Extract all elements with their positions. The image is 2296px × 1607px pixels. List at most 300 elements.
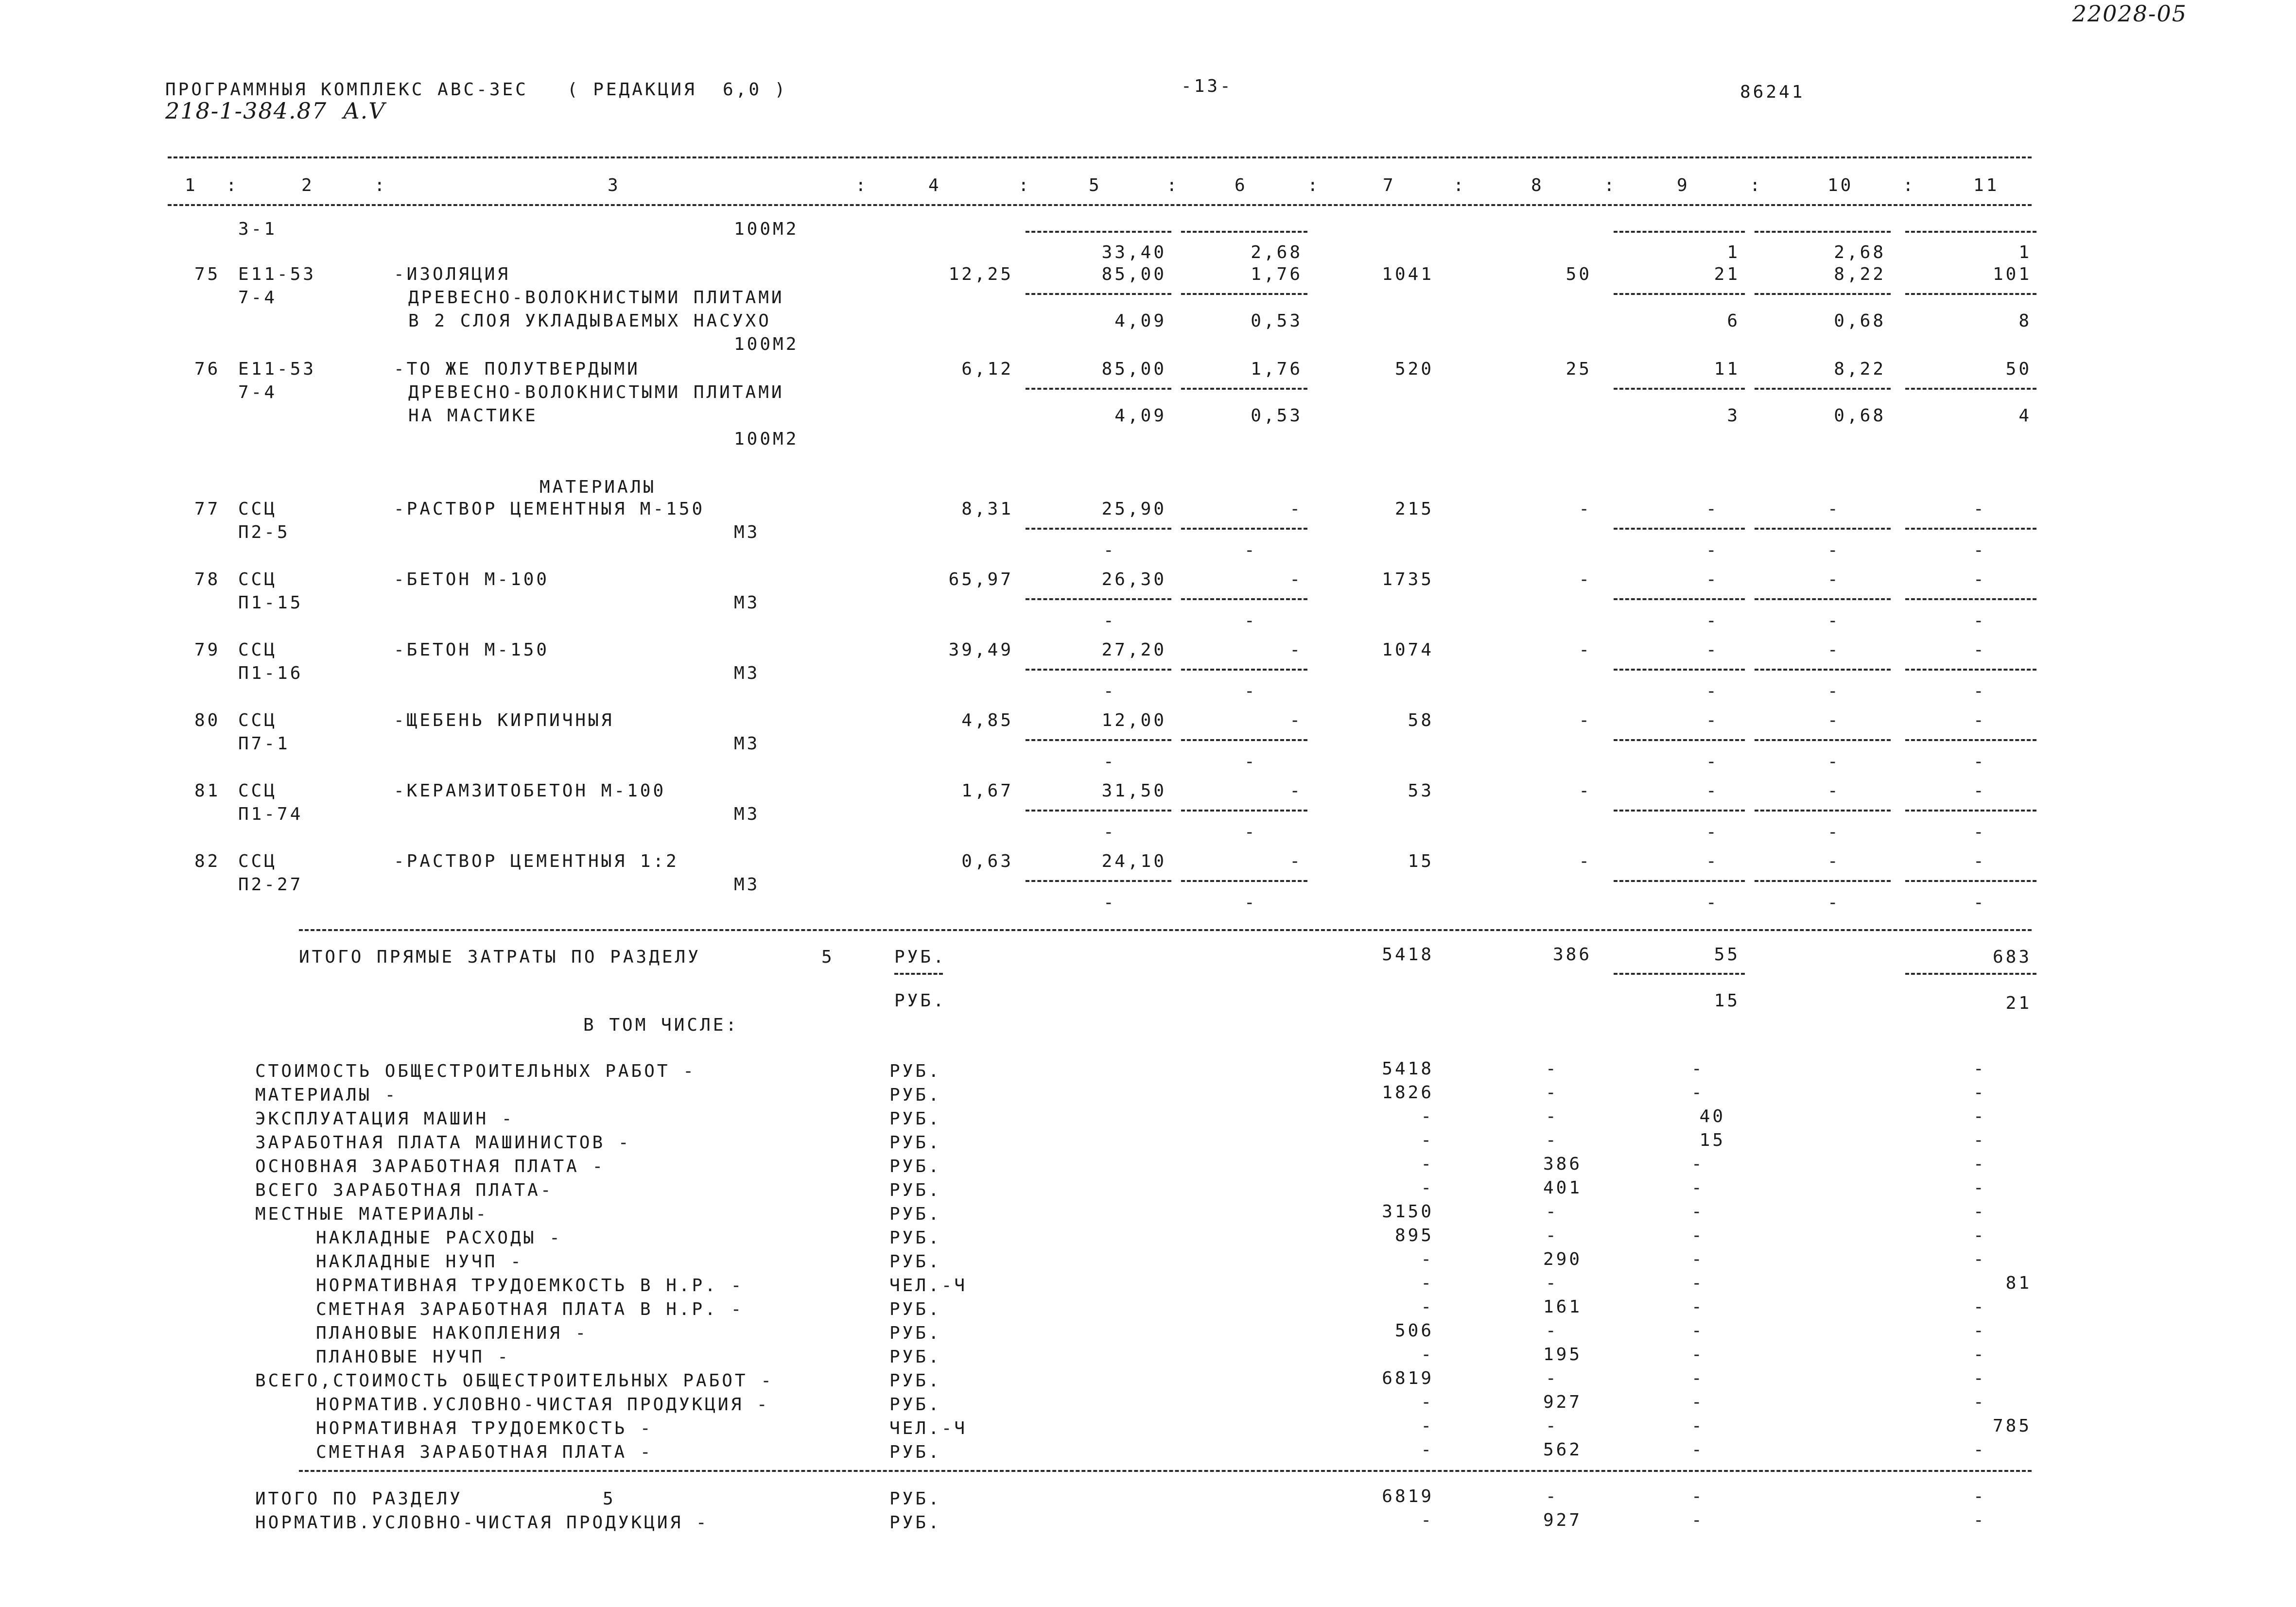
- sub-rule: [1905, 528, 2036, 530]
- row-description: -РАСТВОР ЦЕМЕНТНЫЯ М-150: [394, 499, 705, 519]
- summary-c8: -: [1546, 1059, 1559, 1079]
- cell-c11: 50: [2005, 359, 2032, 379]
- archive-stamp: 22028-05: [2072, 0, 2187, 27]
- row-description: -ТО ЖЕ ПОЛУТВЕРДЫМИ: [394, 359, 640, 379]
- summary-label: МАТЕРИАЛЫ -: [255, 1085, 398, 1105]
- sub-rule: [1905, 973, 2036, 975]
- summary-label: ВСЕГО,СТОИМОСТЬ ОБЩЕСТРОИТЕЛЬНЫХ РАБОТ -: [255, 1371, 774, 1391]
- summary-label: ПЛАНОВЫЕ НАКОПЛЕНИЯ -: [316, 1323, 589, 1343]
- summary-c8: 562: [1543, 1440, 1582, 1460]
- row-unit: М3: [734, 734, 760, 754]
- cell-c10: -: [1827, 752, 1841, 772]
- summary-unit: РУБ.: [889, 1442, 941, 1462]
- cell-c9: -: [1706, 681, 1719, 701]
- sub-rule: [1026, 810, 1171, 812]
- column-header: 8: [1531, 175, 1544, 195]
- final-unit: РУБ.: [889, 1489, 941, 1509]
- column-header: 7: [1383, 175, 1396, 195]
- cell-c9: -: [1706, 781, 1719, 801]
- summary-c11: -: [1973, 1321, 1986, 1341]
- cell-c5: 4,09: [1114, 311, 1166, 331]
- sub-rule: [1026, 880, 1171, 882]
- summary-c11: -: [1973, 1297, 1986, 1317]
- final-c8: -: [1546, 1486, 1559, 1506]
- summary-c7: -: [1421, 1130, 1434, 1150]
- final-c9: -: [1691, 1486, 1705, 1506]
- sub-rule: [1755, 528, 1891, 530]
- row-unit: М3: [734, 593, 760, 613]
- totals-c7: 5418: [1382, 945, 1434, 965]
- summary-c8: 161: [1543, 1297, 1582, 1317]
- summary-c7: -: [1421, 1345, 1434, 1365]
- cell-c11: -: [1973, 822, 1986, 842]
- summary-c8: 195: [1543, 1345, 1582, 1365]
- summary-c11: 785: [1992, 1416, 2032, 1436]
- sub-rule: [1614, 293, 1745, 295]
- summary-c9: -: [1691, 1226, 1705, 1245]
- sub-rule: [1905, 388, 2036, 390]
- cell-c9: -: [1706, 611, 1719, 631]
- summary-label: НАКЛАДНЫЕ НУЧП -: [316, 1252, 523, 1272]
- cell-c8: 25: [1565, 359, 1592, 379]
- sub-rule: [1026, 388, 1171, 390]
- cell-c6: -: [1289, 851, 1303, 871]
- cell-c6: -: [1244, 611, 1257, 631]
- sub-rule: [1026, 598, 1171, 600]
- final-label: ИТОГО ПО РАЗДЕЛУ: [255, 1489, 463, 1509]
- summary-c8: -: [1546, 1130, 1559, 1150]
- summary-label: НОРМАТИВНАЯ ТРУДОЕМКОСТЬ -: [316, 1418, 653, 1438]
- cell-c5: -: [1103, 540, 1116, 560]
- cell-c6: 0,53: [1251, 406, 1303, 426]
- row-code-sub: П2-5: [238, 522, 290, 542]
- cell-c9: -: [1706, 710, 1719, 730]
- summary-c7: -: [1421, 1440, 1434, 1460]
- row-code: Е11-53: [238, 264, 316, 284]
- cell-c4: 0,63: [961, 851, 1013, 871]
- summary-unit: РУБ.: [889, 1299, 941, 1319]
- cell-c5: -: [1103, 893, 1116, 913]
- row-unit: 100М2: [734, 219, 799, 239]
- cell-c10: -: [1827, 710, 1841, 730]
- cell-c7: 15: [1408, 851, 1434, 871]
- document-number: 86241: [1740, 82, 1805, 102]
- sub-rule: [1614, 231, 1745, 233]
- summary-label: СМЕТНАЯ ЗАРАБОТНАЯ ПЛАТА В Н.Р. -: [316, 1299, 744, 1319]
- column-separator: :: [374, 175, 387, 195]
- sub-rule: [1905, 293, 2036, 295]
- summary-unit: РУБ.: [889, 1395, 941, 1415]
- summary-c7: -: [1421, 1249, 1434, 1269]
- row-unit: М3: [734, 663, 760, 683]
- summary-c8: -: [1546, 1273, 1559, 1293]
- column-separator: :: [1750, 175, 1763, 195]
- summary-c9: -: [1691, 1273, 1705, 1293]
- cell-c11: 1: [2018, 242, 2032, 262]
- summary-c8: 290: [1543, 1249, 1582, 1269]
- cell-c9: 11: [1714, 359, 1740, 379]
- cell-c5: -: [1103, 752, 1116, 772]
- summary-unit: РУБ.: [889, 1347, 941, 1367]
- cell-c11: -: [1973, 540, 1986, 560]
- cell-c7: 520: [1394, 359, 1434, 379]
- summary-c9: -: [1691, 1154, 1705, 1174]
- summary-unit: РУБ.: [889, 1133, 941, 1153]
- sub-rule: [1181, 880, 1307, 882]
- summary-c9: -: [1691, 1440, 1705, 1460]
- summary-c11: -: [1973, 1249, 1986, 1269]
- row-unit: М3: [734, 522, 760, 542]
- sub-rule: [1905, 739, 2036, 741]
- cell-c11: -: [1973, 851, 1986, 871]
- totals-unit: РУБ.: [894, 991, 946, 1011]
- row-code: 3-1: [238, 219, 278, 239]
- summary-label: НОРМАТИВНАЯ ТРУДОЕМКОСТЬ В Н.Р. -: [316, 1276, 744, 1296]
- summary-unit: РУБ.: [889, 1252, 941, 1272]
- row-code-sub: П1-16: [238, 663, 303, 683]
- cell-c4: 65,97: [948, 570, 1013, 589]
- summary-label: ЭКСПЛУАТАЦИЯ МАШИН -: [255, 1109, 515, 1129]
- cell-c6: -: [1289, 781, 1303, 801]
- row-number: 75: [194, 264, 221, 284]
- column-header: 4: [928, 175, 941, 195]
- cell-c6: -: [1289, 499, 1303, 519]
- cell-c9: 1: [1727, 242, 1740, 262]
- summary-c8: 386: [1543, 1154, 1582, 1174]
- summary-unit: РУБ.: [889, 1157, 941, 1176]
- cell-c4: 8,31: [961, 499, 1013, 519]
- summary-c7: 1826: [1382, 1083, 1434, 1103]
- summary-label: НОРМАТИВ.УСЛОВНО-ЧИСТАЯ ПРОДУКЦИЯ -: [316, 1395, 770, 1415]
- summary-c7: 506: [1394, 1321, 1434, 1341]
- summary-label: НАКЛАДНЫЕ РАСХОДЫ -: [316, 1228, 562, 1248]
- summary-unit: РУБ.: [889, 1323, 941, 1343]
- sub-rule: [1181, 598, 1307, 600]
- cell-c6: -: [1289, 640, 1303, 660]
- summary-c9: -: [1691, 1368, 1705, 1388]
- sub-rule: [1614, 739, 1745, 741]
- totals-unit: РУБ.: [894, 947, 946, 967]
- cell-c11: -: [1973, 781, 1986, 801]
- cell-c10: -: [1827, 640, 1841, 660]
- row-description: -ИЗОЛЯЦИЯ: [394, 264, 511, 284]
- row-description: ДРЕВЕСНО-ВОЛОКНИСТЫМИ ПЛИТАМИ: [408, 382, 784, 402]
- final-section: 5: [603, 1489, 616, 1509]
- summary-c11: 81: [2005, 1273, 2032, 1293]
- summary-c9: 40: [1699, 1106, 1725, 1126]
- row-number: 77: [194, 499, 221, 519]
- cell-c7: 58: [1408, 710, 1434, 730]
- cell-c4: 6,12: [961, 359, 1013, 379]
- column-header: 2: [301, 175, 314, 195]
- cell-c10: -: [1827, 822, 1841, 842]
- summary-c11: -: [1973, 1154, 1986, 1174]
- final-c9: -: [1691, 1510, 1705, 1530]
- row-description: -БЕТОН М-150: [394, 640, 550, 660]
- section-heading: МАТЕРИАЛЫ: [539, 477, 657, 497]
- cell-c6: -: [1289, 570, 1303, 589]
- cell-c8: -: [1579, 499, 1592, 519]
- cell-c11: -: [1973, 893, 1986, 913]
- summary-c8: -: [1546, 1416, 1559, 1436]
- row-unit: 100М2: [734, 429, 799, 449]
- summary-c7: 3150: [1382, 1202, 1434, 1222]
- summary-c9: -: [1691, 1416, 1705, 1436]
- cell-c6: -: [1244, 540, 1257, 560]
- sub-rule: [1026, 528, 1171, 530]
- cell-c5: 4,09: [1114, 406, 1166, 426]
- sub-rule: [1614, 388, 1745, 390]
- row-unit: М3: [734, 875, 760, 895]
- cell-c11: 101: [1992, 264, 2032, 284]
- cell-c9: -: [1706, 851, 1719, 871]
- row-code-sub: П1-15: [238, 593, 303, 613]
- cell-c8: -: [1579, 570, 1592, 589]
- summary-c9: -: [1691, 1059, 1705, 1079]
- cell-c10: -: [1827, 611, 1841, 631]
- row-code: Е11-53: [238, 359, 316, 379]
- summary-c9: -: [1691, 1321, 1705, 1341]
- sub-rule: [894, 973, 943, 975]
- summary-unit: РУБ.: [889, 1109, 941, 1129]
- summary-c7: -: [1421, 1392, 1434, 1412]
- cell-c11: -: [1973, 611, 1986, 631]
- column-separator: :: [855, 175, 869, 195]
- row-number: 78: [194, 570, 221, 589]
- sub-rule: [1181, 293, 1307, 295]
- row-number: 81: [194, 781, 221, 801]
- totals-section: 5: [821, 947, 835, 967]
- column-header: 10: [1827, 175, 1854, 195]
- totals-c11: 683: [1992, 947, 2032, 967]
- row-description: ДРЕВЕСНО-ВОЛОКНИСТЫМИ ПЛИТАМИ: [408, 288, 784, 308]
- summary-label: ОСНОВНАЯ ЗАРАБОТНАЯ ПЛАТА -: [255, 1157, 606, 1176]
- sub-rule: [1026, 669, 1171, 671]
- sub-rule: [1755, 669, 1891, 671]
- cell-c4: 1,67: [961, 781, 1013, 801]
- header-bottom-rule: [168, 204, 2032, 206]
- cell-c4: 12,25: [948, 264, 1013, 284]
- cell-c11: -: [1973, 570, 1986, 589]
- summary-c11: -: [1973, 1106, 1986, 1126]
- summary-c9: -: [1691, 1083, 1705, 1103]
- cell-c6: -: [1244, 681, 1257, 701]
- sub-rule: [1755, 739, 1891, 741]
- cell-c5: -: [1103, 611, 1116, 631]
- summary-unit: РУБ.: [889, 1180, 941, 1200]
- sub-rule: [1181, 231, 1307, 233]
- cell-c9: -: [1706, 570, 1719, 589]
- cell-c6: 1,76: [1251, 264, 1303, 284]
- sub-rule: [1614, 880, 1745, 882]
- final-c7: -: [1421, 1510, 1434, 1530]
- row-code: ССЦ: [238, 640, 278, 660]
- summary-unit: РУБ.: [889, 1228, 941, 1248]
- column-separator: :: [1018, 175, 1031, 195]
- row-code-sub: П1-74: [238, 804, 303, 824]
- cell-c7: 215: [1394, 499, 1434, 519]
- summary-c11: -: [1973, 1345, 1986, 1365]
- sub-rule: [1905, 669, 2036, 671]
- column-header: 1: [185, 175, 198, 195]
- sub-rule: [1755, 810, 1891, 812]
- summary-label: ВСЕГО ЗАРАБОТНАЯ ПЛАТА-: [255, 1180, 554, 1200]
- column-header: 3: [608, 175, 621, 195]
- row-code: ССЦ: [238, 851, 278, 871]
- summary-c8: -: [1546, 1321, 1559, 1341]
- row-number: 79: [194, 640, 221, 660]
- column-separator: :: [1604, 175, 1617, 195]
- cell-c6: 1,76: [1251, 359, 1303, 379]
- summary-c7: -: [1421, 1106, 1434, 1126]
- column-separator: :: [1903, 175, 1916, 195]
- sub-rule: [1181, 669, 1307, 671]
- row-description: -БЕТОН М-100: [394, 570, 550, 589]
- column-header: 5: [1089, 175, 1102, 195]
- cell-c10: 2,68: [1834, 242, 1886, 262]
- cell-c9: -: [1706, 540, 1719, 560]
- summary-c7: -: [1421, 1416, 1434, 1436]
- row-description: В 2 СЛОЯ УКЛАДЫВАЕМЫХ НАСУХО: [408, 311, 771, 331]
- row-number: 82: [194, 851, 221, 871]
- summary-unit: РУБ.: [889, 1371, 941, 1391]
- sub-rule: [1755, 231, 1891, 233]
- totals-c11: 21: [2005, 993, 2032, 1013]
- cell-c7: 1074: [1382, 640, 1434, 660]
- sub-rule: [1181, 388, 1307, 390]
- cell-c7: 1041: [1382, 264, 1434, 284]
- final-c7: 6819: [1382, 1486, 1434, 1506]
- summary-c9: -: [1691, 1297, 1705, 1317]
- cell-c10: 0,68: [1834, 311, 1886, 331]
- cell-c11: -: [1973, 681, 1986, 701]
- row-description: -ЩЕБЕНЬ КИРПИЧНЫЯ: [394, 710, 614, 730]
- summary-label: МЕСТНЫЕ МАТЕРИАЛЫ-: [255, 1204, 489, 1224]
- column-separator: :: [1166, 175, 1180, 195]
- cell-c8: 50: [1565, 264, 1592, 284]
- cell-c6: -: [1244, 893, 1257, 913]
- cell-c6: -: [1289, 710, 1303, 730]
- cell-c4: 39,49: [948, 640, 1013, 660]
- summary-unit: ЧЕЛ.-Ч: [889, 1418, 968, 1438]
- cell-c7: 53: [1408, 781, 1434, 801]
- sub-rule: [1614, 528, 1745, 530]
- cell-c10: 0,68: [1834, 406, 1886, 426]
- cell-c5: -: [1103, 822, 1116, 842]
- summary-unit: РУБ.: [889, 1085, 941, 1105]
- row-code-sub: П7-1: [238, 734, 290, 754]
- summary-c11: -: [1973, 1202, 1986, 1222]
- column-header: 6: [1235, 175, 1248, 195]
- cell-c9: 21: [1714, 264, 1740, 284]
- cell-c5: 12,00: [1101, 710, 1166, 730]
- cell-c9: -: [1706, 893, 1719, 913]
- row-code: ССЦ: [238, 570, 278, 589]
- row-unit: М3: [734, 804, 760, 824]
- summary-c11: -: [1973, 1083, 1986, 1103]
- cell-c8: -: [1579, 851, 1592, 871]
- cell-c5: 27,20: [1101, 640, 1166, 660]
- cell-c9: -: [1706, 499, 1719, 519]
- summary-unit: РУБ.: [889, 1204, 941, 1224]
- totals-c8: 386: [1552, 945, 1592, 965]
- final-unit: РУБ.: [889, 1513, 941, 1533]
- sub-rule: [1026, 293, 1171, 295]
- summary-c11: -: [1973, 1059, 1986, 1079]
- cell-c6: -: [1244, 752, 1257, 772]
- sub-rule: [1755, 293, 1891, 295]
- column-separator: :: [1453, 175, 1466, 195]
- sub-rule: [1614, 669, 1745, 671]
- cell-c6: 2,68: [1251, 242, 1303, 262]
- cell-c9: -: [1706, 822, 1719, 842]
- cell-c10: -: [1827, 570, 1841, 589]
- summary-c7: -: [1421, 1154, 1434, 1174]
- summary-c8: -: [1546, 1202, 1559, 1222]
- row-unit: 100М2: [734, 334, 799, 354]
- cell-c11: -: [1973, 640, 1986, 660]
- sub-rule: [1181, 528, 1307, 530]
- summary-c11: -: [1973, 1392, 1986, 1412]
- sub-rule: [1614, 973, 1745, 975]
- sub-rule: [1614, 810, 1745, 812]
- summary-c9: -: [1691, 1178, 1705, 1198]
- cell-c8: -: [1579, 710, 1592, 730]
- cell-c11: -: [1973, 710, 1986, 730]
- cell-c9: -: [1706, 752, 1719, 772]
- summary-c8: -: [1546, 1226, 1559, 1245]
- row-code: ССЦ: [238, 499, 278, 519]
- cell-c6: 0,53: [1251, 311, 1303, 331]
- summary-label: ЗАРАБОТНАЯ ПЛАТА МАШИНИСТОВ -: [255, 1133, 631, 1153]
- cell-c7: 1735: [1382, 570, 1434, 589]
- cell-c10: -: [1827, 893, 1841, 913]
- cell-c5: 31,50: [1101, 781, 1166, 801]
- sub-rule: [1755, 598, 1891, 600]
- sub-rule: [1181, 810, 1307, 812]
- summary-c8: -: [1546, 1083, 1559, 1103]
- totals-c9: 55: [1714, 945, 1740, 965]
- final-c8: 927: [1543, 1510, 1582, 1530]
- sub-rule: [1905, 598, 2036, 600]
- summary-c9: -: [1691, 1392, 1705, 1412]
- totals-c9: 15: [1714, 991, 1740, 1011]
- cell-c11: 8: [2018, 311, 2032, 331]
- summary-c11: -: [1973, 1178, 1986, 1198]
- cell-c5: 26,30: [1101, 570, 1166, 589]
- summary-c7: -: [1421, 1273, 1434, 1293]
- cell-c5: -: [1103, 681, 1116, 701]
- cell-c10: -: [1827, 781, 1841, 801]
- summary-c7: -: [1421, 1297, 1434, 1317]
- cell-c9: -: [1706, 640, 1719, 660]
- row-code-sub: 7-4: [238, 288, 278, 308]
- cell-c11: -: [1973, 752, 1986, 772]
- cell-c4: 4,85: [961, 710, 1013, 730]
- cell-c8: -: [1579, 640, 1592, 660]
- cell-c10: -: [1827, 540, 1841, 560]
- cell-c8: -: [1579, 781, 1592, 801]
- cell-c9: 6: [1727, 311, 1740, 331]
- row-number: 76: [194, 359, 221, 379]
- page-number: -13-: [1181, 76, 1233, 96]
- summary-c7: 5418: [1382, 1059, 1434, 1079]
- cell-c5: 85,00: [1101, 264, 1166, 284]
- totals-label: ИТОГО ПРЯМЫЕ ЗАТРАТЫ ПО РАЗДЕЛУ: [299, 947, 701, 967]
- cell-c5: 25,90: [1101, 499, 1166, 519]
- summary-c11: -: [1973, 1440, 1986, 1460]
- cell-c10: 8,22: [1834, 264, 1886, 284]
